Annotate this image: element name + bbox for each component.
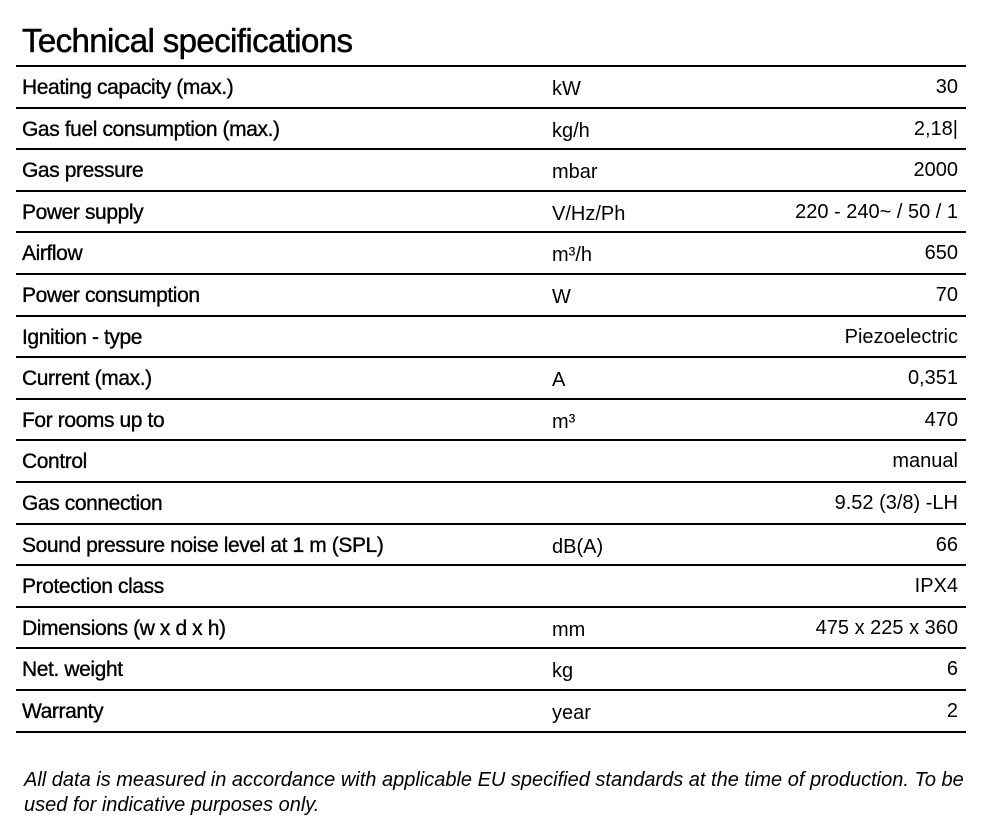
- spec-name: Net. weight: [22, 658, 123, 682]
- table-row: [16, 233, 966, 275]
- table-row: [16, 691, 966, 733]
- spec-unit: dB(A): [552, 535, 604, 558]
- spec-unit: A: [552, 369, 566, 392]
- spec-value: 6: [946, 658, 958, 681]
- spec-value: 220 - 240~ / 50 / 1: [795, 200, 958, 223]
- footnote: All data is measured in accordance with applicable EU specified standards at the time of production. To be used for indicative purposes only.: [24, 769, 964, 816]
- spec-value: 30: [935, 76, 958, 98]
- table-row: [16, 441, 966, 483]
- table-row: [16, 150, 966, 192]
- spec-table: [16, 65, 966, 733]
- spec-value: 470: [924, 408, 958, 431]
- spec-unit: kg/h: [552, 119, 590, 142]
- spec-value: IPX4: [914, 575, 958, 598]
- spec-value: 650: [924, 242, 958, 265]
- table-row: [16, 525, 966, 567]
- spec-unit: W: [552, 285, 571, 308]
- spec-name: Airflow: [22, 242, 83, 266]
- table-row: [16, 109, 966, 151]
- table-row: [16, 649, 966, 691]
- spec-name: Gas pressure: [22, 159, 144, 183]
- spec-unit: m³/h: [552, 244, 592, 267]
- spec-value: 0,351: [907, 367, 958, 390]
- table-row: [16, 400, 966, 442]
- spec-value: 2,18|: [913, 117, 958, 140]
- spec-name: Control: [22, 450, 87, 474]
- spec-value: 70: [935, 283, 958, 306]
- spec-value: manual: [892, 450, 958, 473]
- spec-value: Piezoelectric: [844, 325, 958, 348]
- spec-name: Power supply: [22, 200, 144, 224]
- table-row: [16, 317, 966, 359]
- spec-name: For rooms up to: [22, 408, 165, 432]
- spec-value: 2000: [913, 159, 958, 182]
- table-row: [16, 67, 966, 109]
- spec-name: Gas fuel consumption (max.): [22, 117, 280, 141]
- table-row: [16, 192, 966, 234]
- spec-value: 2: [946, 699, 958, 722]
- table-row: [16, 566, 966, 608]
- spec-name: Warranty: [22, 699, 104, 723]
- spec-name: Protection class: [22, 575, 164, 599]
- spec-name: Current (max.): [22, 367, 152, 391]
- spec-value: 475 x 225 x 360: [815, 616, 958, 639]
- table-row: [16, 483, 966, 525]
- spec-name: Ignition - type: [22, 325, 143, 349]
- spec-unit: V/Hz/Ph: [552, 202, 626, 225]
- spec-value: 66: [935, 533, 958, 556]
- spec-unit: year: [552, 701, 591, 724]
- table-row: [16, 358, 966, 400]
- spec-name: Gas connection: [22, 491, 163, 515]
- spec-unit: mbar: [552, 161, 598, 184]
- spec-unit: mm: [552, 618, 586, 641]
- page-title: Technical specifications: [22, 22, 353, 59]
- spec-unit: kW: [552, 78, 581, 100]
- table-row: [16, 275, 966, 317]
- spec-unit: m³: [552, 410, 576, 433]
- spec-unit: kg: [552, 660, 574, 683]
- spec-name: Dimensions (w x d x h): [22, 616, 226, 640]
- table-row: [16, 608, 966, 650]
- spec-name: Heating capacity (max.): [22, 76, 234, 99]
- spec-name: Power consumption: [22, 283, 200, 307]
- spec-value: 9.52 (3/8) -LH: [834, 491, 958, 514]
- spec-name: Sound pressure noise level at 1 m (SPL): [22, 533, 384, 557]
